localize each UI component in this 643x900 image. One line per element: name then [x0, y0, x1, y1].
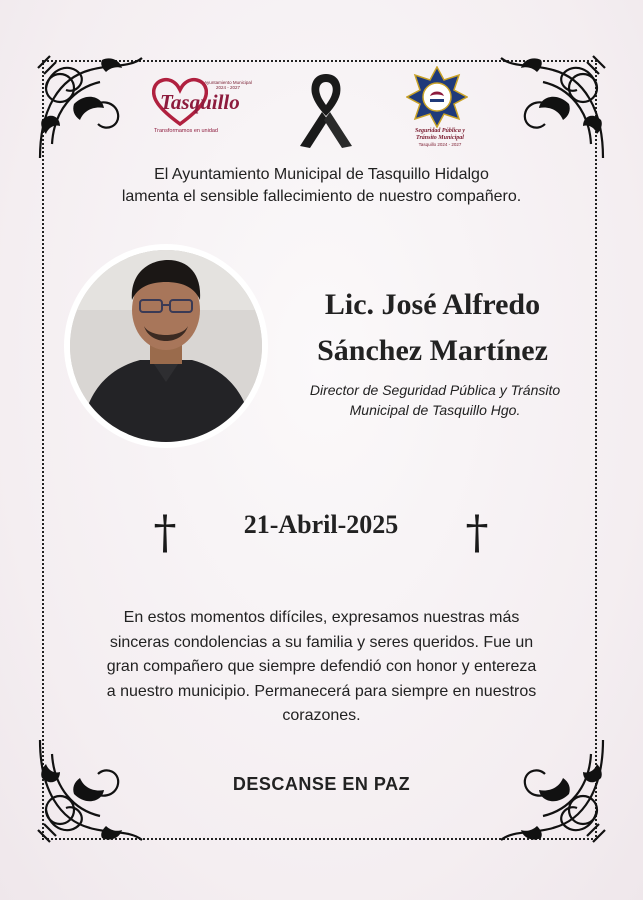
police-name-line-1: Seguridad Pública y	[414, 128, 465, 134]
condolence-message	[60, 606, 583, 729]
ornament-corner-top-right	[493, 48, 613, 168]
police-years: Tasquillo 2024 - 2027	[418, 142, 462, 147]
police-name-line-2: Tránsito Municipal	[416, 135, 464, 141]
message-line-2: sinceras condolencias a su familia y seres queridos. Fue un	[109, 633, 534, 651]
message-line-3: gran compañero que siempre defendió con honor y entereza	[106, 658, 537, 675]
role-line-1: Director de Seguridad Pública y Tránsito	[309, 382, 561, 398]
deceased-name	[275, 282, 590, 374]
portrait-photo	[70, 250, 262, 442]
admin-period-text: Ayuntamiento Municipal 2024 - 2027	[204, 80, 252, 90]
intro-line-2: lamenta el sensible fallecimiento de nuestro compañero.	[121, 188, 522, 205]
cross-icon-left: †	[153, 505, 177, 559]
message-line-1: En estos momentos difíciles, expresamos nuestras más	[123, 609, 520, 626]
message-line-5: corazones.	[282, 707, 361, 724]
deceased-role	[275, 380, 595, 420]
role-line-2: Municipal de Tasquillo Hgo.	[349, 402, 521, 418]
mourning-ribbon-icon	[296, 70, 356, 150]
intro-text	[60, 164, 583, 208]
message-line-4: a nuestro municipio. Permanecerá para siempre en nuestros	[106, 682, 537, 700]
portrait-illustration	[70, 250, 262, 442]
name-line-2: Sánchez Martínez	[317, 334, 548, 367]
cross-icon-right: †	[465, 505, 489, 559]
star-badge-icon	[406, 66, 468, 128]
date-of-death: 21-Abril-2025	[243, 510, 399, 539]
brand-tagline: Transformamos en unidad	[154, 128, 218, 134]
brand-name: Tasquillo	[160, 90, 240, 114]
name-line-1: Lic. José Alfredo	[324, 288, 541, 321]
police-logo-name	[400, 128, 480, 142]
closing-text: DESCANSE EN PAZ	[232, 774, 411, 794]
intro-line-1: El Ayuntamiento Municipal de Tasquillo Hidalgo	[154, 166, 489, 183]
police-logo	[400, 66, 480, 148]
tasquillo-logo	[148, 76, 258, 140]
ornament-corner-top-left	[30, 48, 150, 168]
